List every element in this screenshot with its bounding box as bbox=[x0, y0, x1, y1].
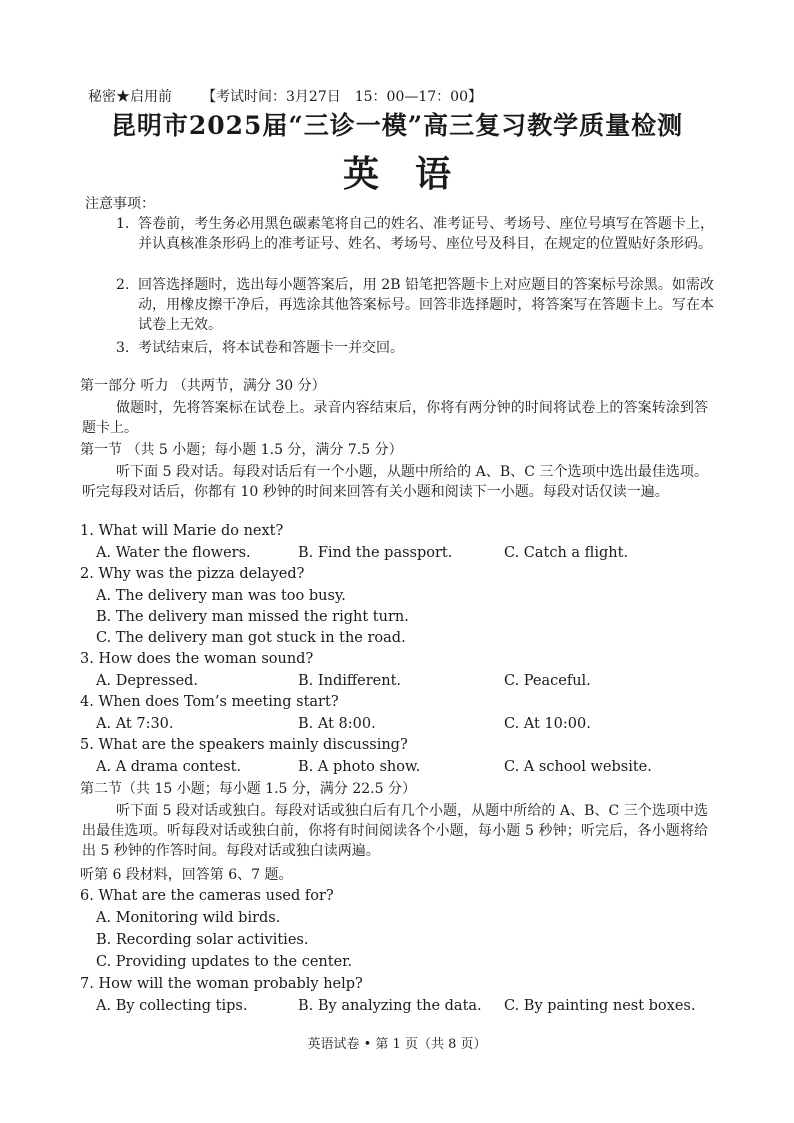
note-number: 1. bbox=[116, 216, 130, 232]
q7-option-b: B. By analyzing the data. bbox=[298, 998, 482, 1014]
section1-heading: 第一节 （共 5 小题；每小题 1.5 分，满分 7.5 分） bbox=[80, 442, 403, 458]
section2-heading: 第二节（共 15 小题；每小题 1.5 分，满分 22.5 分） bbox=[80, 781, 416, 797]
q7-option-a: A. By collecting tips. bbox=[96, 998, 248, 1014]
note-number: 3. bbox=[116, 340, 130, 356]
part1-heading: 第一部分 听力 （共两节，满分 30 分） bbox=[80, 378, 326, 394]
q6-option-c: C. Providing updates to the center. bbox=[96, 954, 353, 970]
subject-title: 英语 bbox=[342, 153, 487, 195]
note-item-1 bbox=[116, 214, 714, 254]
q5-option-b: B. A photo show. bbox=[298, 759, 421, 775]
notes-heading: 注意事项： bbox=[85, 196, 155, 212]
question-6: 6. What are the cameras used for? bbox=[80, 888, 334, 904]
header-line bbox=[88, 86, 482, 106]
question-4: 4. When does Tom’s meeting start? bbox=[80, 694, 339, 710]
exam-title: 昆明市2025届“三诊一模”高三复习教学质量检测 bbox=[110, 111, 684, 140]
q2-option-a: A. The delivery man was too busy. bbox=[96, 588, 346, 604]
question-1: 1. What will Marie do next? bbox=[80, 523, 284, 539]
question-5: 5. What are the speakers mainly discussing? bbox=[80, 737, 408, 753]
note-text: 考试结束后，将本试卷和答题卡一并交回。 bbox=[138, 340, 404, 356]
q1-option-c: C. Catch a flight. bbox=[504, 545, 629, 561]
q3-option-c: C. Peaceful. bbox=[504, 673, 591, 689]
q5-option-a: A. A drama contest. bbox=[96, 759, 242, 775]
q4-option-b: B. At 8:00. bbox=[298, 716, 376, 732]
note-number: 2. bbox=[116, 277, 130, 293]
note-item-3 bbox=[116, 338, 714, 358]
note-item-2 bbox=[116, 275, 714, 335]
exam-time: 【考试时间：3月27日 15：00—17：00】 bbox=[202, 89, 482, 105]
q2-option-b: B. The delivery man missed the right turn. bbox=[96, 609, 409, 625]
secret-label: 秘密★启用前 bbox=[88, 89, 172, 105]
q1-option-a: A. Water the flowers. bbox=[96, 545, 251, 561]
q6-option-a: A. Monitoring wild birds. bbox=[96, 910, 281, 926]
note-text: 答卷前，考生务必用黑色碳素笔将自己的姓名、准考证号、考场号、座位号填写在答题卡上，并认真核准条形码上的准考证号、姓名、考场号、座位号及科目，在规定的位置贴好条形码。 bbox=[138, 216, 714, 252]
q3-option-b: B. Indifferent. bbox=[298, 673, 402, 689]
section2-instruction: 听下面 5 段对话或独白。每段对话或独白后有几个小题，从题中所给的 A、B、C 三个选项中选出最佳选项。听每段对话或独白前，你将有时间阅读各个小题，每小题 5 秒钟；听完后，各小题将给出 5 秒钟的作答时间。每段对话或独白读两遍。 bbox=[82, 803, 708, 859]
q6-option-b: B. Recording solar activities. bbox=[96, 932, 309, 948]
note-text: 回答选择题时，选出每小题答案后，用 2B 铅笔把答题卡上对应题目的答案标号涂黑。如需改动，用橡皮擦干净后，再选涂其他答案标号。回答非选择题时，将答案写在答题卡上。写在本试卷上无效。 bbox=[138, 277, 714, 333]
part1-instruction: 做题时，先将答案标在试卷上。录音内容结束后，你将有两分钟的时间将试卷上的答案转涂到答题卡上。 bbox=[82, 400, 708, 436]
q5-option-c: C. A school website. bbox=[504, 759, 652, 775]
question-7: 7. How will the woman probably help? bbox=[80, 976, 363, 992]
q3-option-a: A. Depressed. bbox=[96, 673, 199, 689]
q4-option-a: A. At 7:30. bbox=[96, 716, 174, 732]
question-2: 2. Why was the pizza delayed? bbox=[80, 566, 305, 582]
material-note: 听第 6 段材料，回答第 6、7 题。 bbox=[80, 867, 293, 883]
q2-option-c: C. The delivery man got stuck in the road. bbox=[96, 630, 406, 646]
q7-option-c: C. By painting nest boxes. bbox=[504, 998, 696, 1014]
page-footer: 英语试卷 • 第 1 页（共 8 页） bbox=[307, 1037, 487, 1052]
q4-option-c: C. At 10:00. bbox=[504, 716, 591, 732]
question-3: 3. How does the woman sound? bbox=[80, 651, 314, 667]
section1-instruction: 听下面 5 段对话。每段对话后有一个小题，从题中所给的 A、B、C 三个选项中选出最佳选项。听完每段对话后，你都有 10 秒钟的时间来回答有关小题和阅读下一小题。每段对话仅读一遍。 bbox=[82, 464, 708, 500]
q1-option-b: B. Find the passport. bbox=[298, 545, 453, 561]
